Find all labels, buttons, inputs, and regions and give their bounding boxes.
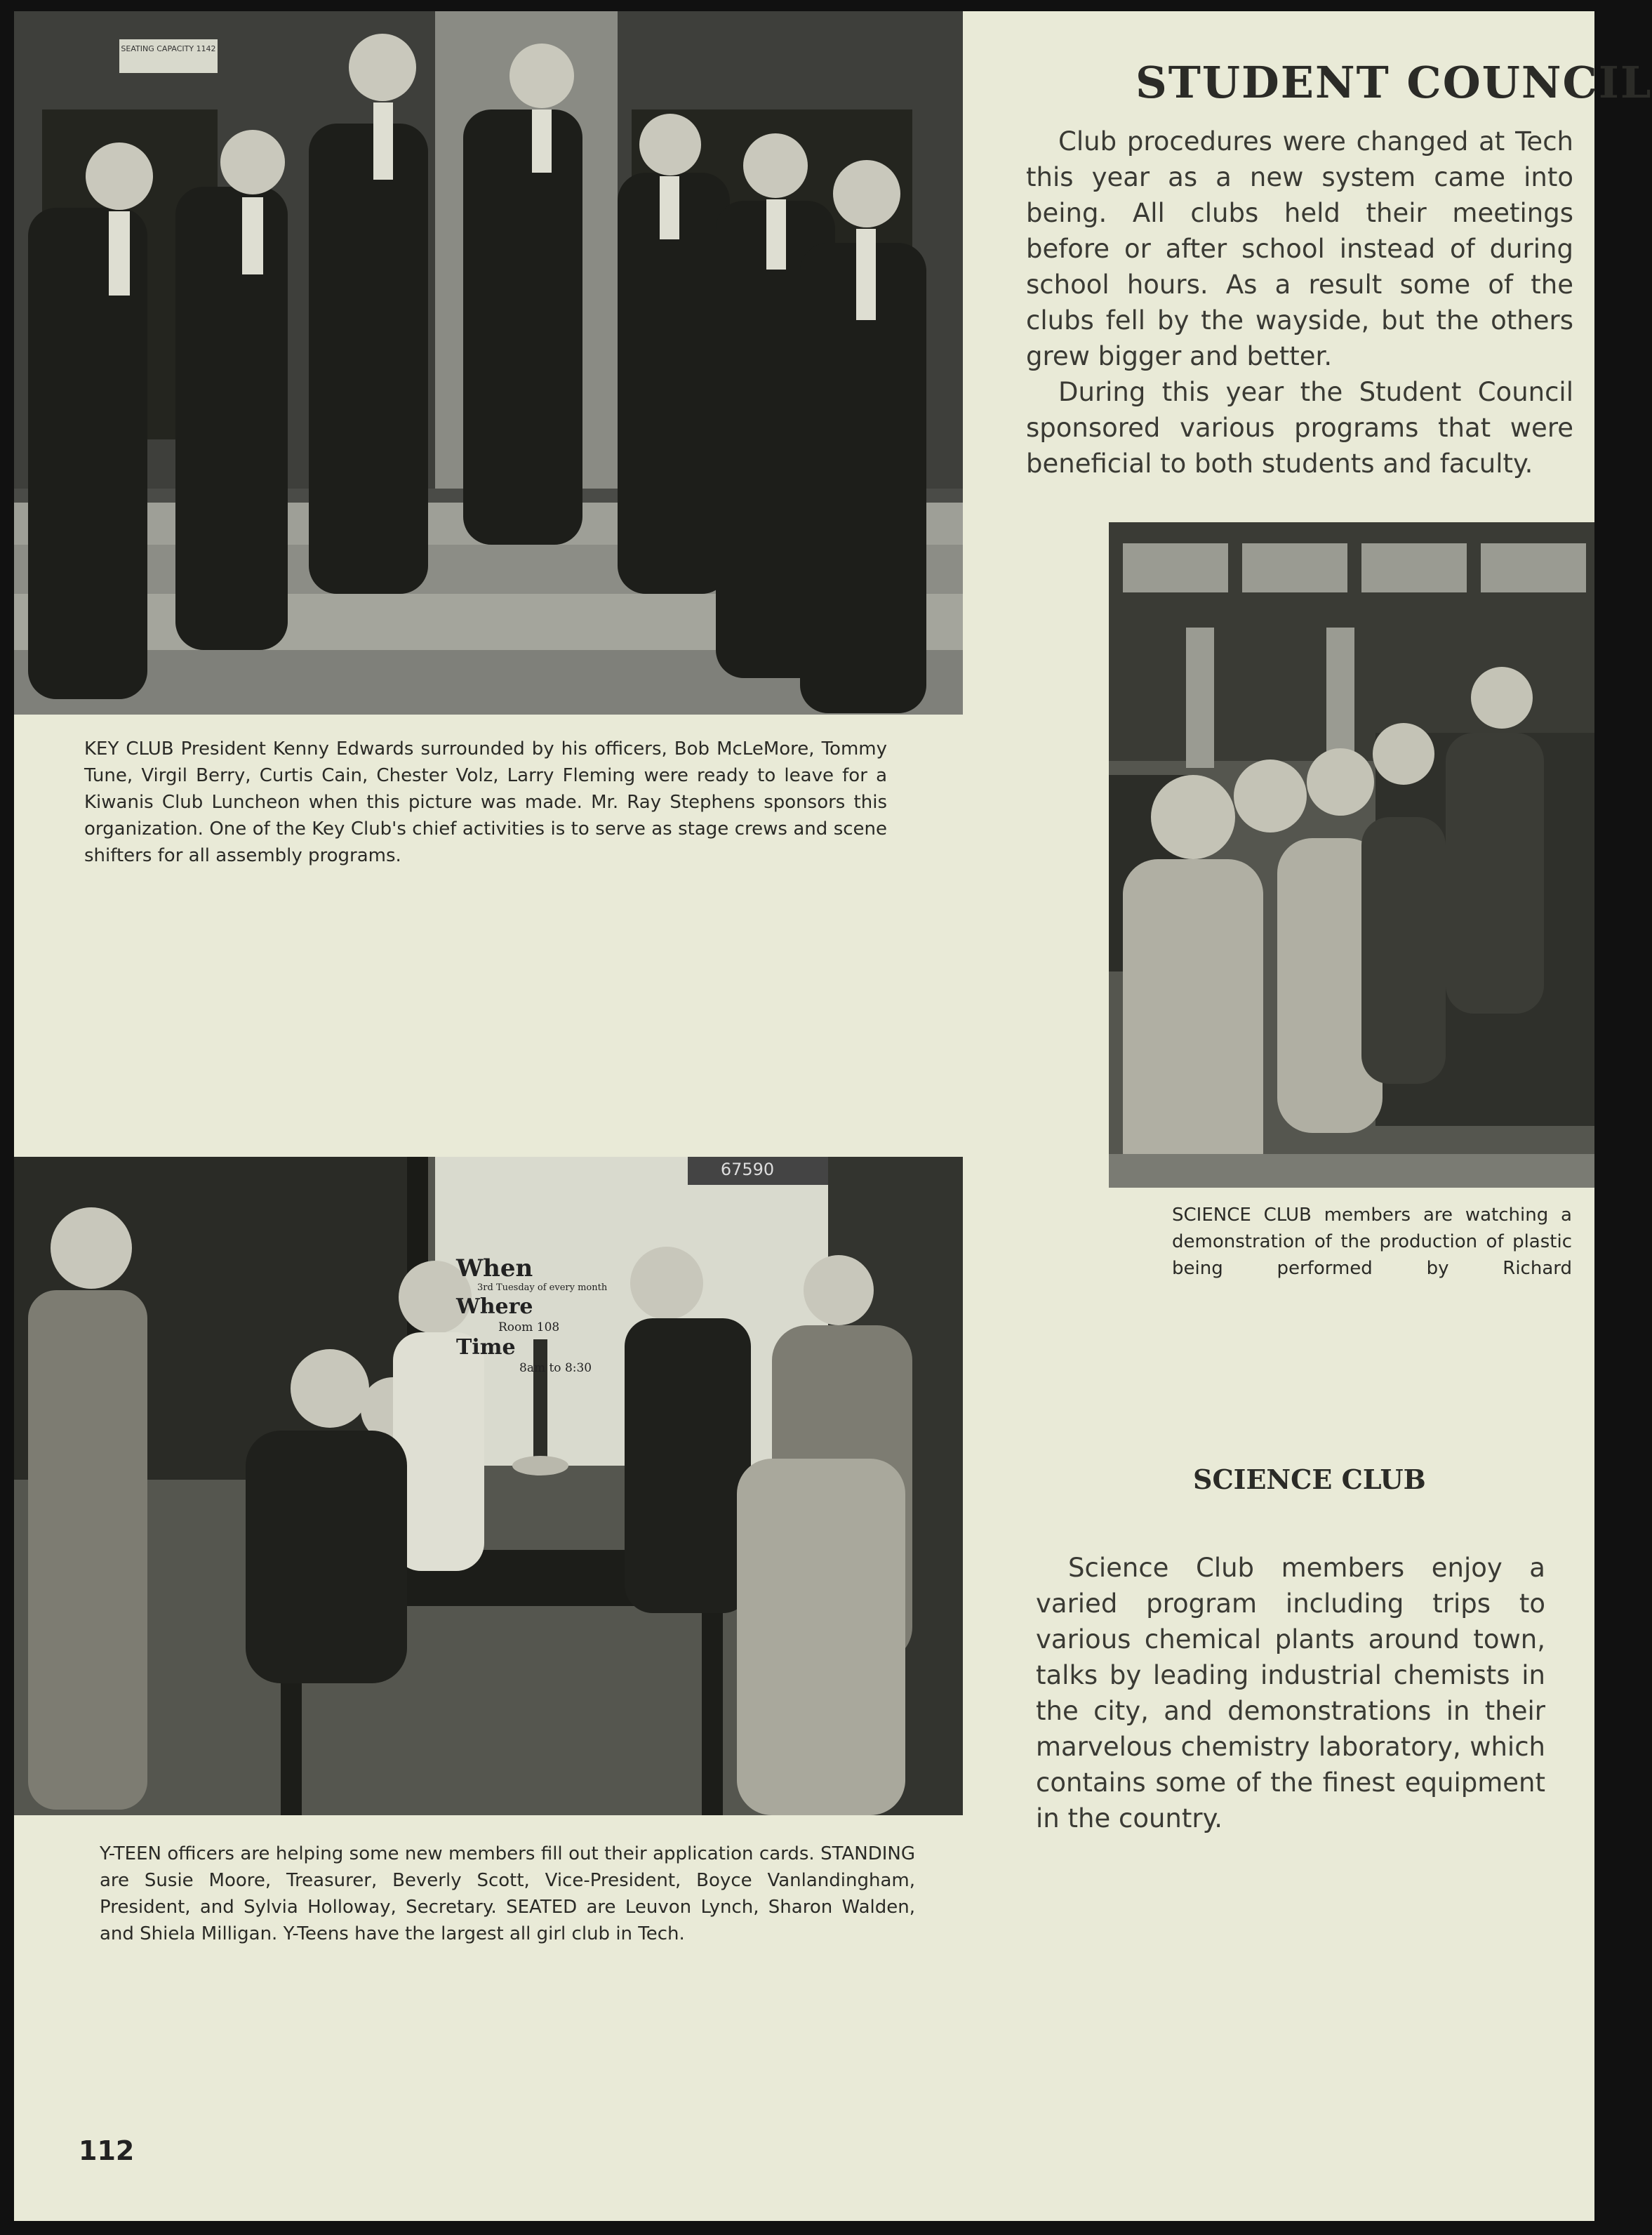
page-number: 112 (79, 2135, 135, 2166)
y-teen-photo (14, 1157, 963, 1815)
seating-capacity-sign: SEATING CAPACITY 1142 (121, 44, 216, 53)
poster-when: When (456, 1254, 533, 1282)
science-club-photo (1109, 522, 1594, 1188)
poster-where-detail: Room 108 (498, 1320, 560, 1334)
poster-where: Where (456, 1294, 533, 1319)
science-club-text (1036, 1550, 1545, 1836)
student-council-paragraph-2: During this year the Student Council sponsored various programs that were beneficial to both students and faculty. (1026, 377, 1573, 479)
yearbook-page (14, 11, 1652, 2221)
student-council-paragraph-1: Club procedures were changed at Tech this year as a new system came into being. All clubs held their meetings before or after school instead of during school hours. As a result some of the clubs fell by the wayside, but the others grew bigger and better. (1026, 126, 1573, 371)
key-club-caption: KEY CLUB President Kenny Edwards surrounded by his officers, Bob McLeMore, Tommy Tune, Virgil Berry, Curtis Cain, Chester Volz, Larry Fleming were ready to leave for a Kiwanis Club Luncheon when this picture was made. Mr. Ray Stephens sponsors this organization. One of the Key Club's chief activities is to serve as stage crews and scene shifters for all assembly programs. (84, 738, 887, 866)
board-number: 67590 (720, 1160, 775, 1179)
y-teen-caption: Y-TEEN officers are helping some new members fill out their application cards. STANDING are Susie Moore, Treasurer, Beverly Scott, Vice-President, Boyce Vanlandingham, President, and Sylvia Holloway, Secretary. SEATED are Leuvon Lynch, Sharon Walden, and Shiela Milligan. Y-Teens have the largest all girl club in Tech. (100, 1843, 915, 1944)
poster-time: Time (456, 1335, 516, 1360)
student-council-heading: STUDENT COUNCIL (1135, 57, 1652, 108)
science-club-paragraph: Science Club members enjoy a varied program including trips to various chemical plants around town, talks by leading industrial chemists in the city, and demonstrations in their marvelous chemistry laboratory, which contains some of the finest equipment in the country. (1036, 1553, 1545, 1833)
meeting-poster (456, 1255, 639, 1376)
key-club-photo (14, 11, 963, 715)
poster-time-detail: 8am to 8:30 (519, 1361, 592, 1375)
student-council-text (1026, 124, 1573, 482)
science-club-photo-caption: SCIENCE CLUB members are watching a demonstration of the production of plastic being performed by Richard (1172, 1205, 1572, 1279)
poster-when-detail: 3rd Tuesday of every month (477, 1282, 608, 1293)
science-club-heading: SCIENCE CLUB (1193, 1464, 1426, 1495)
